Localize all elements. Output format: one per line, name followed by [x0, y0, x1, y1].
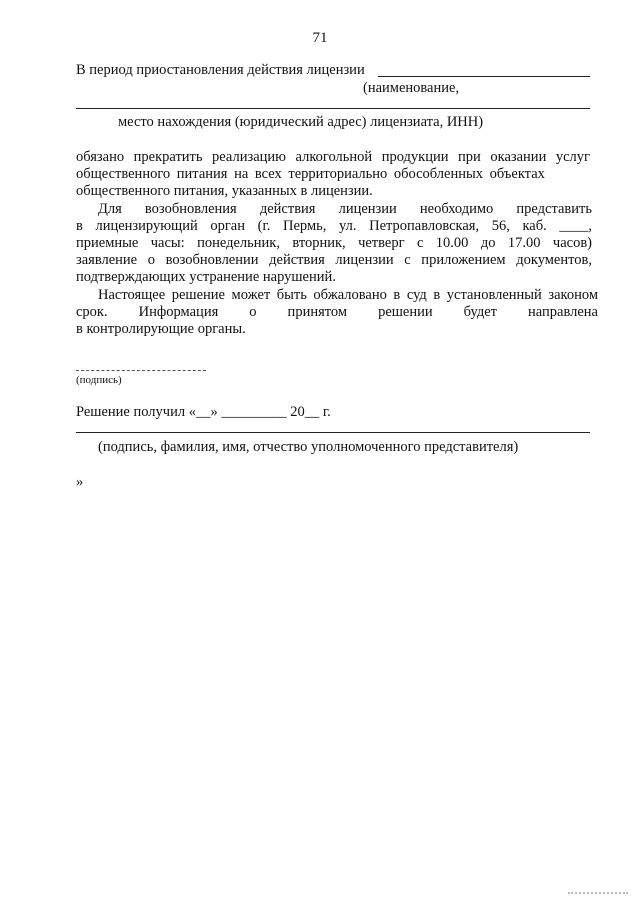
name-hint: (наименование, [363, 80, 460, 96]
signature-line [76, 370, 206, 371]
closing-quote-mark: » [76, 474, 84, 490]
scan-edge-marks [568, 892, 628, 897]
paragraph-2-line-1: Для возобновления действия лицензии необходимо представить [98, 201, 592, 217]
representative-line [76, 432, 590, 433]
representative-hint: (подпись, фамилия, имя, отчество уполномоченного представителя) [98, 439, 519, 455]
licensee-name-line [378, 76, 590, 77]
paragraph-1-line-1: обязано прекратить реализацию алкогольной продукции при оказании услуг [76, 149, 590, 165]
paragraph-1-line-3: общественного питания, указанных в лицензии. [76, 183, 373, 199]
address-hint: место нахождения (юридический адрес) лицензиата, ИНН) [118, 114, 484, 130]
paragraph-2-line-2: в лицензирующий орган (г. Пермь, ул. Петропавловская, 56, каб. ____, [76, 218, 592, 234]
paragraph-2-line-3: приемные часы: понедельник, вторник, четверг с 10.00 до 17.00 часов) [76, 235, 592, 251]
period-label: В период приостановления действия лицензии [76, 62, 365, 78]
licensee-address-line [76, 108, 590, 109]
page-number: 71 [312, 30, 328, 46]
paragraph-3-line-2: срок. Информация о принятом решении будет направлена [76, 304, 598, 320]
paragraph-3-line-1: Настоящее решение может быть обжаловано в суд в установленный законом [98, 287, 598, 303]
signature-label: (подпись) [76, 374, 122, 386]
received-text: Решение получил «__» _________ 20__ г. [76, 404, 331, 420]
paragraph-3-line-3: в контролирующие органы. [76, 321, 246, 337]
paragraph-1-line-2: общественного питания на всех территориально обособленных объектах [76, 166, 545, 182]
paragraph-2-line-5: подтверждающих устранение нарушений. [76, 269, 336, 285]
paragraph-2-line-4: заявление о возобновлении действия лицензии с приложением документов, [76, 252, 592, 268]
